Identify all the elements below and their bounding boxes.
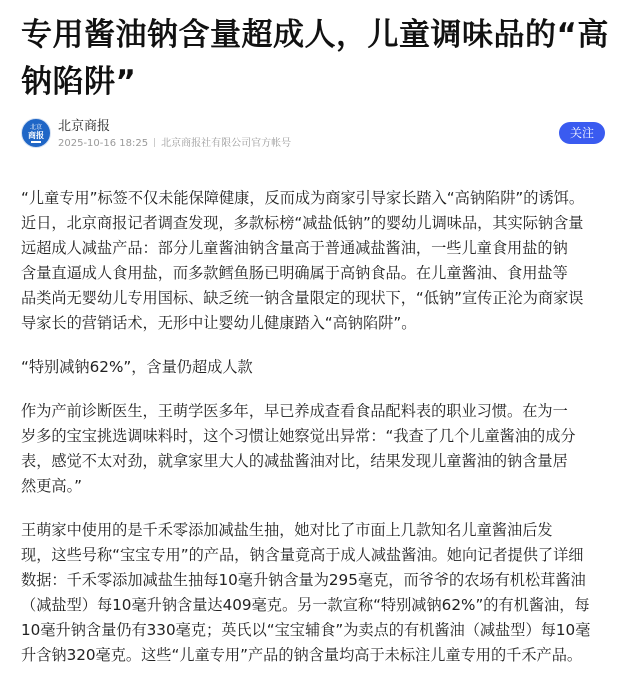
avatar-text-line-2: 商报 <box>28 130 44 140</box>
section-subheading <box>21 355 613 380</box>
article-title <box>21 12 616 106</box>
author-name[interactable]: 北京商报 <box>58 119 111 134</box>
paragraph-line: “儿童专用”标签不仅未能保障健康，反而成为商家引导家长踏入“高钠陷阱”的诱饵。 <box>21 189 585 207</box>
title-line-2: 钠陷阱” <box>21 64 137 100</box>
publish-date: 2025-10-16 18:25 <box>58 138 149 149</box>
paragraph-line: （减盐型）每10毫升钠含量达409毫克。另一款宣称“特别减钠62%”的有机酱油，每 <box>21 596 590 614</box>
avatar-logo-mark-icon <box>31 141 41 143</box>
paragraph-line: 数据：千禾零添加减盐生抽每10毫升钠含量为295毫克，而爷爷的农场有机松茸酱油 <box>21 571 586 589</box>
paragraph-line: 含量直逼成人食用盐，而多款鳕鱼肠已明确属于高钠食品。在儿童酱油、食用盐等 <box>21 264 568 282</box>
paragraph-doctor-story <box>21 399 613 499</box>
follow-button[interactable]: 关注 <box>559 122 605 144</box>
author-row <box>21 118 613 152</box>
paragraph-line: 远超成人减盐产品：部分儿童酱油钠含量高于普通减盐酱油，一些儿童食用盐的钠 <box>21 239 568 257</box>
paragraph-line: 升含钠320毫克。这些“儿童专用”产品的钠含量均高于未标注儿童专用的千禾产品。 <box>21 646 583 664</box>
paragraph-line: 作为产前诊断医生，王萌学医多年，早已养成查看食品配料表的职业习惯。在为一 <box>21 402 568 420</box>
avatar[interactable] <box>21 118 51 148</box>
paragraph-line: 然更高。” <box>21 477 83 495</box>
paragraph-line: 现，这些号称“宝宝专用”的产品，钠含量竟高于成人减盐酱油。她向记者提供了详细 <box>21 546 584 564</box>
paragraph-line: 表，感觉不太对劲，就拿家里大人的减盐酱油对比，结果发现儿童酱油的钠含量居 <box>21 452 568 470</box>
paragraph-comparison-data <box>21 518 613 668</box>
paragraph-line: “特别减钠62%”，含量仍超成人款 <box>21 358 253 376</box>
account-description: 北京商报社有限公司官方帐号 <box>161 138 292 149</box>
title-line-1: 专用酱油钠含量超成人，儿童调味品的“高 <box>21 17 609 53</box>
publish-meta <box>58 138 291 150</box>
meta-divider <box>154 138 155 147</box>
paragraph-line: 10毫升钠含量仍有330毫克；英氏以“宝宝辅食”为卖点的有机酱油（减盐型）每10毫 <box>21 621 591 639</box>
paragraph-line: 王萌家中使用的是千禾零添加减盐生抽，她对比了市面上几款知名儿童酱油后发 <box>21 521 553 539</box>
paragraph-line: 品类尚无婴幼儿专用国标、缺乏统一钠含量限定的现状下，“低钠”宣传正沦为商家误 <box>21 289 584 307</box>
paragraph-line: 岁多的宝宝挑选调味料时，这个习惯让她察觉出异常：“我查了几个儿童酱油的成分 <box>21 427 576 445</box>
paragraph-intro <box>21 186 613 336</box>
paragraph-line: 导家长的营销话术，无形中让婴幼儿健康踏入“高钠陷阱”。 <box>21 314 417 332</box>
avatar-text-line-1: 北京 <box>29 123 42 131</box>
article-body <box>21 186 613 668</box>
paragraph-line: 近日，北京商报记者调查发现，多款标榜“减盐低钠”的婴幼儿调味品，其实际钠含量 <box>21 214 584 232</box>
